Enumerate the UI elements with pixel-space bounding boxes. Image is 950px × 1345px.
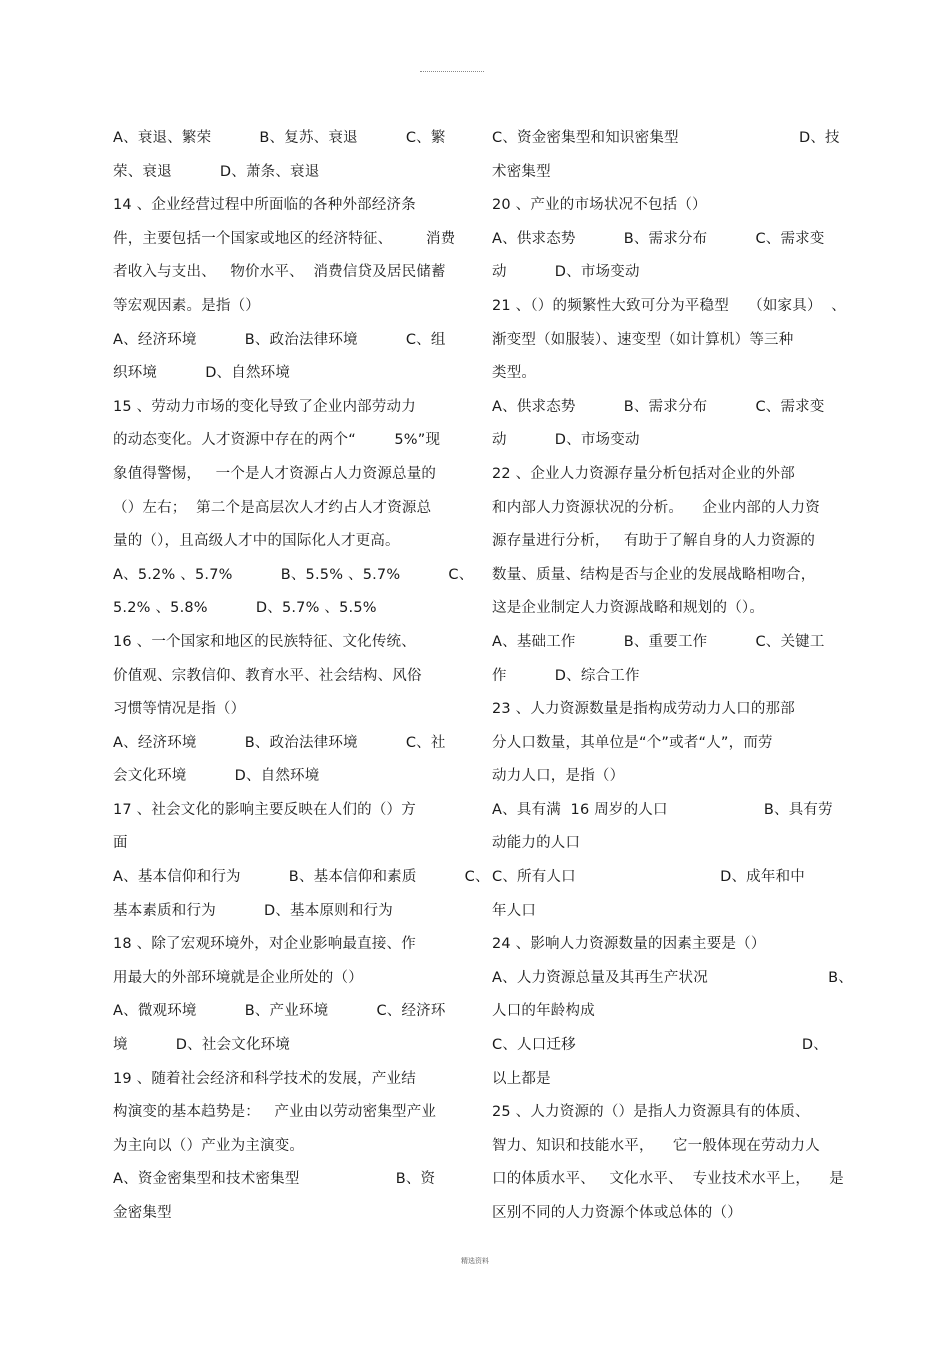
- text-line: 者收入与支出、 物价水平、 消费信贷及居民储蓄: [113, 264, 446, 281]
- text-line: 动能力的人口: [492, 835, 581, 852]
- text-line: 构演变的基本趋势是： 产业由以劳动密集型产业: [113, 1104, 437, 1121]
- text-line: 20 、产业的市场状况不包括（）: [492, 197, 707, 214]
- text-line: 25 、人力资源的（）是指人力资源具有的体质、: [492, 1104, 810, 1121]
- text-line: A、基础工作 B、重要工作 C、关键工: [492, 633, 825, 650]
- header-rule: [420, 71, 484, 72]
- text-line: 5.2% 、5.8% D、5.7% 、5.5%: [113, 600, 377, 617]
- text-line: A、经济环境 B、政治法律环境 C、组: [113, 331, 446, 348]
- text-line: 口的体质水平、 文化水平、 专业技术水平上， 是: [492, 1171, 844, 1188]
- text-line: C、人口迁移 D、: [492, 1037, 828, 1054]
- text-line: 以上都是: [492, 1070, 551, 1087]
- text-line: 面: [113, 835, 128, 852]
- text-line: 22 、企业人力资源存量分析包括对企业的外部: [492, 465, 795, 482]
- text-line: 荣、衰退 D、萧条、衰退: [113, 163, 320, 180]
- text-line: 术密集型: [492, 163, 551, 180]
- text-line: 作 D、综合工作: [492, 667, 640, 684]
- left-column: [113, 122, 490, 1231]
- text-line: 用最大的外部环境就是企业所处的（）: [113, 969, 363, 986]
- text-line: 渐变型（如服装）、速变型（如计算机）等三种: [492, 331, 794, 348]
- text-line: 金密集型: [113, 1205, 172, 1221]
- right-column: [492, 122, 853, 1231]
- text-line: 17 、社会文化的影响主要反映在人们的（）方: [113, 801, 416, 818]
- text-line: 和内部人力资源状况的分析。 企业内部的人力资: [492, 499, 820, 516]
- text-line: A、人力资源总量及其再生产状况 B、: [492, 969, 853, 986]
- text-line: A、衰退、繁荣 B、复苏、衰退 C、繁: [113, 130, 446, 146]
- text-line: 数量、质量、结构是否与企业的发展战略相吻合，: [492, 566, 816, 583]
- text-line: 19 、随着社会经济和科学技术的发展，产业结: [113, 1070, 416, 1087]
- text-line: C、资金密集型和知识密集型 D、技: [492, 130, 840, 146]
- text-line: A、具有满 16 周岁的人口 B、具有劳: [492, 801, 833, 818]
- text-line: 智力、知识和技能水平， 它一般体现在劳动力人: [492, 1137, 820, 1154]
- text-line: 区别不同的人力资源个体或总体的（）: [492, 1205, 742, 1221]
- text-line: （）左右； 第二个是高层次人才约占人才资源总: [113, 499, 432, 516]
- text-line: 18 、除了宏观环境外，对企业影响最直接、作: [113, 936, 416, 953]
- text-line: A、供求态势 B、需求分布 C、需求变: [492, 230, 825, 247]
- text-line: 为主向以（）产业为主演变。: [113, 1137, 305, 1154]
- text-line: 源存量进行分析， 有助于了解自身的人力资源的: [492, 533, 816, 550]
- text-line: 24 、影响人力资源数量的因素主要是（）: [492, 936, 766, 953]
- text-line: 23 、人力资源数量是指构成劳动力人口的那部: [492, 701, 795, 718]
- text-line: 量的（），且高级人才中的国际化人才更高。: [113, 533, 400, 550]
- text-line: 件，主要包括一个国家或地区的经济特征、 消费: [113, 230, 456, 247]
- text-line: 人口的年龄构成: [492, 1003, 595, 1020]
- text-line: 的动态变化。人才资源中存在的两个“ 5%”现: [113, 432, 441, 449]
- text-line: A、基本信仰和行为 B、基本信仰和素质 C、: [113, 869, 490, 886]
- text-line: 会文化环境 D、自然环境: [113, 768, 320, 785]
- text-line: 14 、企业经营过程中所面临的各种外部经济条: [113, 197, 416, 214]
- text-line: A、资金密集型和技术密集型 B、资: [113, 1171, 436, 1188]
- text-line: 织环境 D、自然环境: [113, 365, 291, 382]
- text-line: C、所有人口 D、成年和中: [492, 869, 805, 886]
- text-line: 动 D、市场变动: [492, 432, 640, 449]
- text-line: A、5.2% 、5.7% B、5.5% 、5.7% C、: [113, 566, 474, 583]
- text-line: 等宏观因素。是指（）: [113, 297, 260, 314]
- text-line: 动 D、市场变动: [492, 264, 640, 281]
- text-line: 动力人口，是指（）: [492, 768, 625, 785]
- text-line: 年人口: [492, 902, 537, 919]
- text-line: 分人口数量，其单位是“个”或者“人”，而劳: [492, 734, 773, 751]
- text-line: A、经济环境 B、政治法律环境 C、社: [113, 734, 446, 751]
- text-line: A、微观环境 B、产业环境 C、经济环: [113, 1003, 446, 1020]
- text-line: 21 、（）的频繁性大致可分为平稳型 （如家具） 、: [492, 297, 846, 314]
- text-line: 价值观、宗教信仰、教育水平、社会结构、风俗: [113, 667, 422, 684]
- text-line: A、供求态势 B、需求分布 C、需求变: [492, 398, 825, 415]
- text-line: 类型。: [492, 365, 537, 382]
- text-line: 象值得警惕， 一个是人才资源占人力资源总量的: [113, 465, 437, 482]
- text-line: 15 、劳动力市场的变化导致了企业内部劳动力: [113, 398, 416, 415]
- text-line: 境 D、社会文化环境: [113, 1037, 291, 1054]
- text-line: 基本素质和行为 D、基本原则和行为: [113, 902, 393, 919]
- text-line: 16 、一个国家和地区的民族特征、文化传统、: [113, 633, 416, 650]
- text-line: 习惯等情况是指（）: [113, 701, 246, 718]
- text-line: 这是企业制定人力资源战略和规划的（）。: [492, 600, 765, 617]
- page-footer: 精选资料: [461, 1257, 489, 1265]
